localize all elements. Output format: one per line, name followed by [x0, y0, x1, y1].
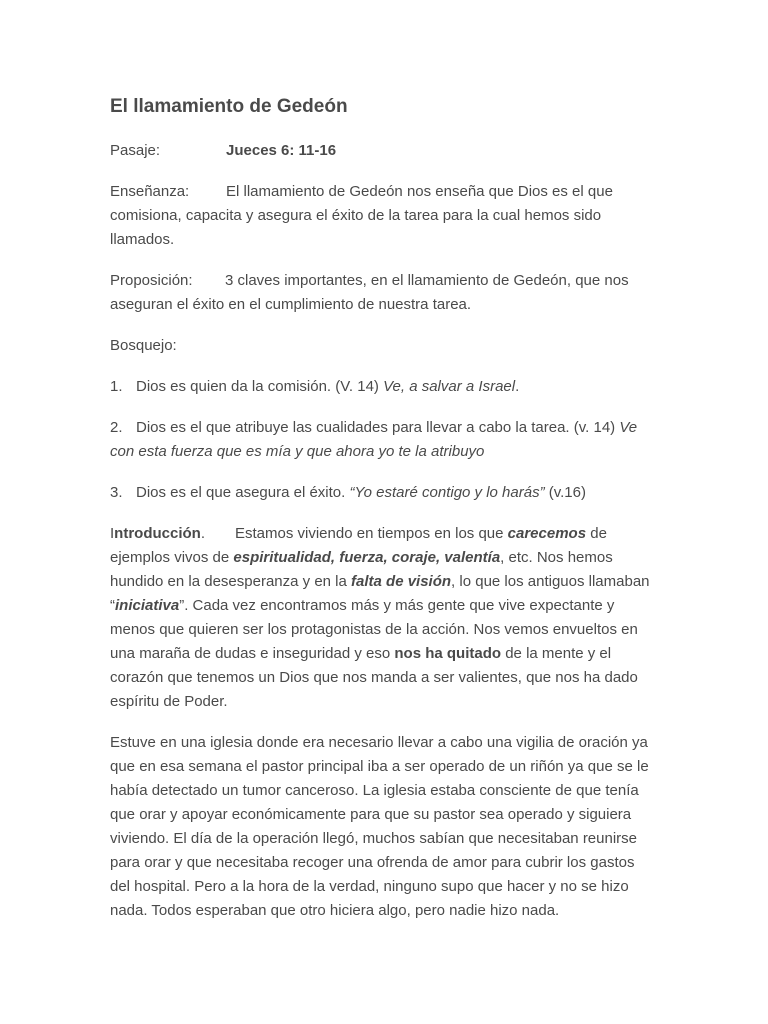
bosquejo-item-text: Dios es el que asegura el éxito. [136, 484, 350, 501]
intro-emphasis-4: iniciativa [115, 597, 180, 614]
intro-emphasis-1: carecemos [507, 525, 587, 542]
proposicion-paragraph [110, 269, 658, 317]
bosquejo-item-quote: Ve con esta fuerza que es mía y que ahora yo te la atribuyo [110, 419, 638, 460]
ensenanza-text: El llamamiento de Gedeón nos enseña que Dios es el que comisiona, capacita y asegura el éxito de la tarea para la cual hemos sido llamados. [110, 183, 613, 248]
introduccion-label-rest: ntroducción [114, 525, 201, 542]
intro-text-6: de la mente y el corazón que tenemos un Dios que nos manda a ser valientes, que nos ha dado espíritu de Poder. [110, 645, 638, 710]
introduccion-label [110, 522, 235, 546]
bosquejo-label: Bosquejo: [110, 337, 177, 354]
bosquejo-item-suffix: . [515, 378, 520, 395]
introduccion-paragraph [110, 522, 658, 714]
ensenanza-label: Enseñanza: [110, 183, 190, 200]
ensenanza-paragraph [110, 180, 658, 252]
bosquejo-item-text: Dios es el que atribuye las cualidades para llevar a cabo la tarea. (v. 14) [136, 419, 620, 436]
historia-paragraph: Estuve en una iglesia donde era necesario llevar a cabo una vigilia de oración ya que en esa semana el pastor principal iba a ser operado de un riñón ya que se le había detectado un tumor canceroso. La iglesia estaba consciente de que tenía que orar y apoyar económicamente para que su pastor sea operado y siguiera viviendo. El día de la operación llegó, muchos sabían que necesitaban reunirse para orar y que necesitaba recoger una ofrenda de amor para cubrir los gastos del hospital. Pero a la hora de la verdad, ninguno supo que hacer y no se hizo nada. Todos esperaban que otro hiciera algo, pero nadie hizo nada. [110, 734, 649, 919]
intro-text-1: Estamos viviendo en tiempos en los que [235, 525, 508, 542]
bosquejo-item-quote: “Yo estaré contigo y lo harás” [349, 484, 545, 501]
proposicion-text: 3 claves importantes, en el llamamiento de Gedeón, que nos aseguran el éxito en el cumplimiento de nuestra tarea. [110, 272, 629, 313]
bosquejo-item-suffix: (v.16) [544, 484, 586, 501]
pasaje-value: Jueces 6: 11-16 [226, 142, 337, 159]
intro-text-2: de ejemplos vivos de [110, 525, 607, 566]
bosquejo-item-number: 3. [110, 484, 123, 501]
bosquejo-item-number: 1. [110, 378, 123, 395]
introduccion-label-dot: . [200, 525, 206, 542]
introduccion-label-initial: I [110, 525, 115, 542]
bosquejo-item-3 [110, 481, 658, 505]
document-title: El llamamiento de Gedeón [110, 96, 348, 117]
pasaje-paragraph [110, 139, 658, 163]
pasaje-label: Pasaje: [110, 142, 161, 159]
bosquejo-item-1 [110, 375, 658, 399]
document-page [110, 94, 658, 940]
intro-text-4: , lo que los antiguos llamaban “ [110, 573, 650, 614]
bosquejo-item-text: Dios es quien da la comisión. (V. 14) [136, 378, 384, 395]
intro-emphasis-3: falta de visión [351, 573, 452, 590]
intro-text-5: ”. Cada vez encontramos más y más gente que vive expectante y menos que quieren ser los protagonistas de la acción. Nos vemos envueltos en una maraña de dudas e inseguridad y eso [110, 597, 638, 662]
bosquejo-item-quote: Ve, a salvar a Israel [383, 378, 516, 395]
intro-text-3: , etc. Nos hemos hundido en la desesperanza y en la [110, 549, 613, 590]
intro-emphasis-5: nos ha quitado [394, 645, 502, 662]
proposicion-label: Proposición: [110, 272, 193, 289]
intro-emphasis-2: espiritualidad, fuerza, coraje, valentía [233, 549, 501, 566]
bosquejo-item-2 [110, 416, 658, 464]
bosquejo-item-number: 2. [110, 419, 123, 436]
